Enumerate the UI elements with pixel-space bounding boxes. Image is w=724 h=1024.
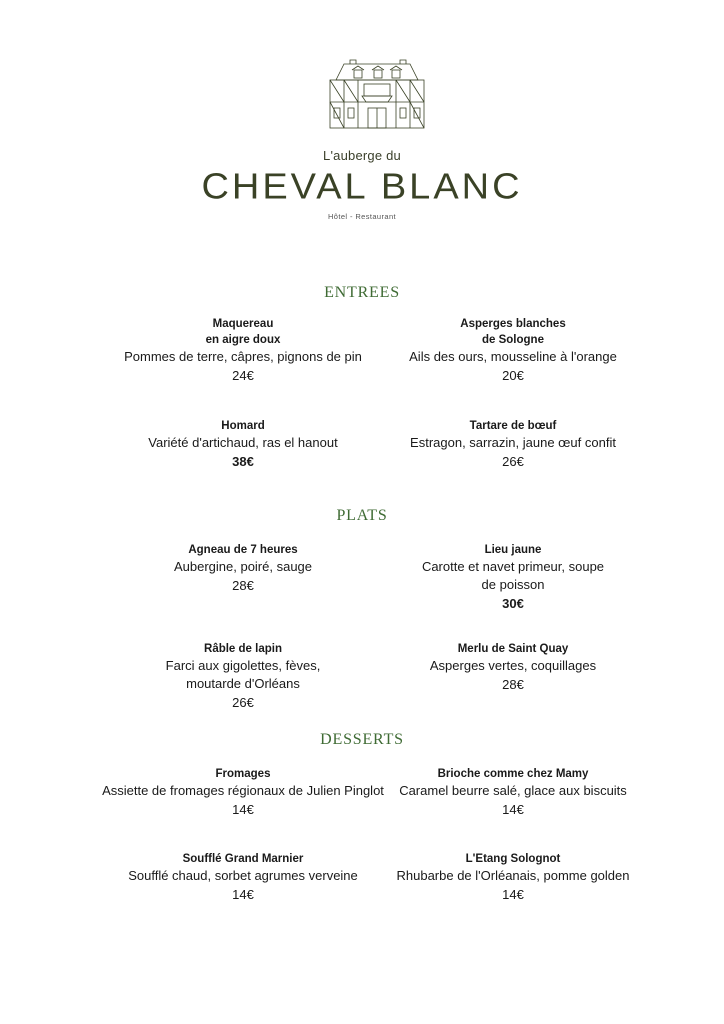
menu-item [93, 766, 393, 819]
dish-description: Ails des ours, mousseline à l'orange [409, 349, 617, 364]
menu-item [368, 766, 658, 819]
dish-name: Merlu de Saint Quay [457, 643, 569, 655]
dish-description: Variété d'artichaud, ras el hanout [148, 435, 338, 450]
dish-description: Assiette de fromages régionaux de Julien Pinglot [102, 783, 384, 798]
menu-item [368, 851, 658, 904]
dish-description: Carotte et navet primeur, soupe de poisson [421, 559, 605, 592]
dish-price: 24€ [232, 368, 254, 383]
menu-item [368, 641, 658, 694]
dish-description: Estragon, sarrazin, jaune œuf confit [410, 435, 616, 450]
dish-name: Maquereau en aigre doux [205, 318, 281, 346]
dish-price: 20€ [502, 368, 524, 383]
dish-description: Aubergine, poiré, sauge [173, 559, 313, 574]
dish-name: Lieu jaune [484, 544, 542, 556]
dish-description: Caramel beurre salé, glace aux biscuits [399, 783, 627, 798]
section-title-entrees: ENTREES [324, 284, 400, 301]
dish-name: Agneau de 7 heures [188, 544, 298, 556]
brand-subtitle: Hôtel - Restaurant [327, 212, 397, 221]
menu-item [368, 418, 658, 471]
menu-item [98, 542, 388, 595]
dish-description: Soufflé chaud, sorbet agrumes verveine [128, 868, 358, 883]
brand-prefix: L'auberge du [323, 148, 401, 163]
dish-name: Tartare de bœuf [469, 420, 557, 432]
section-title-plats: PLATS [336, 507, 388, 524]
menu-item [98, 851, 388, 904]
menu-item [363, 542, 663, 613]
section-title-desserts: DESSERTS [320, 731, 404, 748]
dish-price: 26€ [502, 454, 524, 469]
dish-description: Farci aux gigolettes, fèves, moutarde d'Orléans [165, 658, 321, 691]
dish-price: 14€ [502, 887, 524, 902]
dish-description: Pommes de terre, câpres, pignons de pin [124, 349, 362, 364]
dish-name: L'Etang Solognot [465, 853, 561, 865]
dish-name: Asperges blanches de Sologne [460, 318, 566, 346]
brand-name: CHEVAL BLANC [201, 167, 523, 207]
dish-price: 28€ [232, 578, 254, 593]
dish-description: Rhubarbe de l'Orléanais, pomme golden [396, 868, 630, 883]
dish-price: 30€ [502, 596, 524, 611]
menu-item [98, 641, 388, 712]
dish-name: Soufflé Grand Marnier [182, 853, 304, 865]
dish-description: Asperges vertes, coquillages [429, 658, 597, 673]
menu-item [368, 316, 658, 385]
dish-name: Fromages [215, 768, 271, 780]
menu-item [98, 316, 388, 385]
menu-item [98, 418, 388, 471]
half-timbered-house-icon [322, 58, 432, 130]
dish-price: 38€ [232, 454, 254, 469]
dish-price: 14€ [232, 887, 254, 902]
dish-name: Râble de lapin [204, 643, 282, 655]
dish-price: 14€ [502, 802, 524, 817]
dish-name: Brioche comme chez Mamy [437, 768, 589, 780]
dish-price: 26€ [232, 695, 254, 710]
dish-price: 14€ [232, 802, 254, 817]
dish-name: Homard [221, 420, 265, 432]
dish-price: 28€ [502, 677, 524, 692]
